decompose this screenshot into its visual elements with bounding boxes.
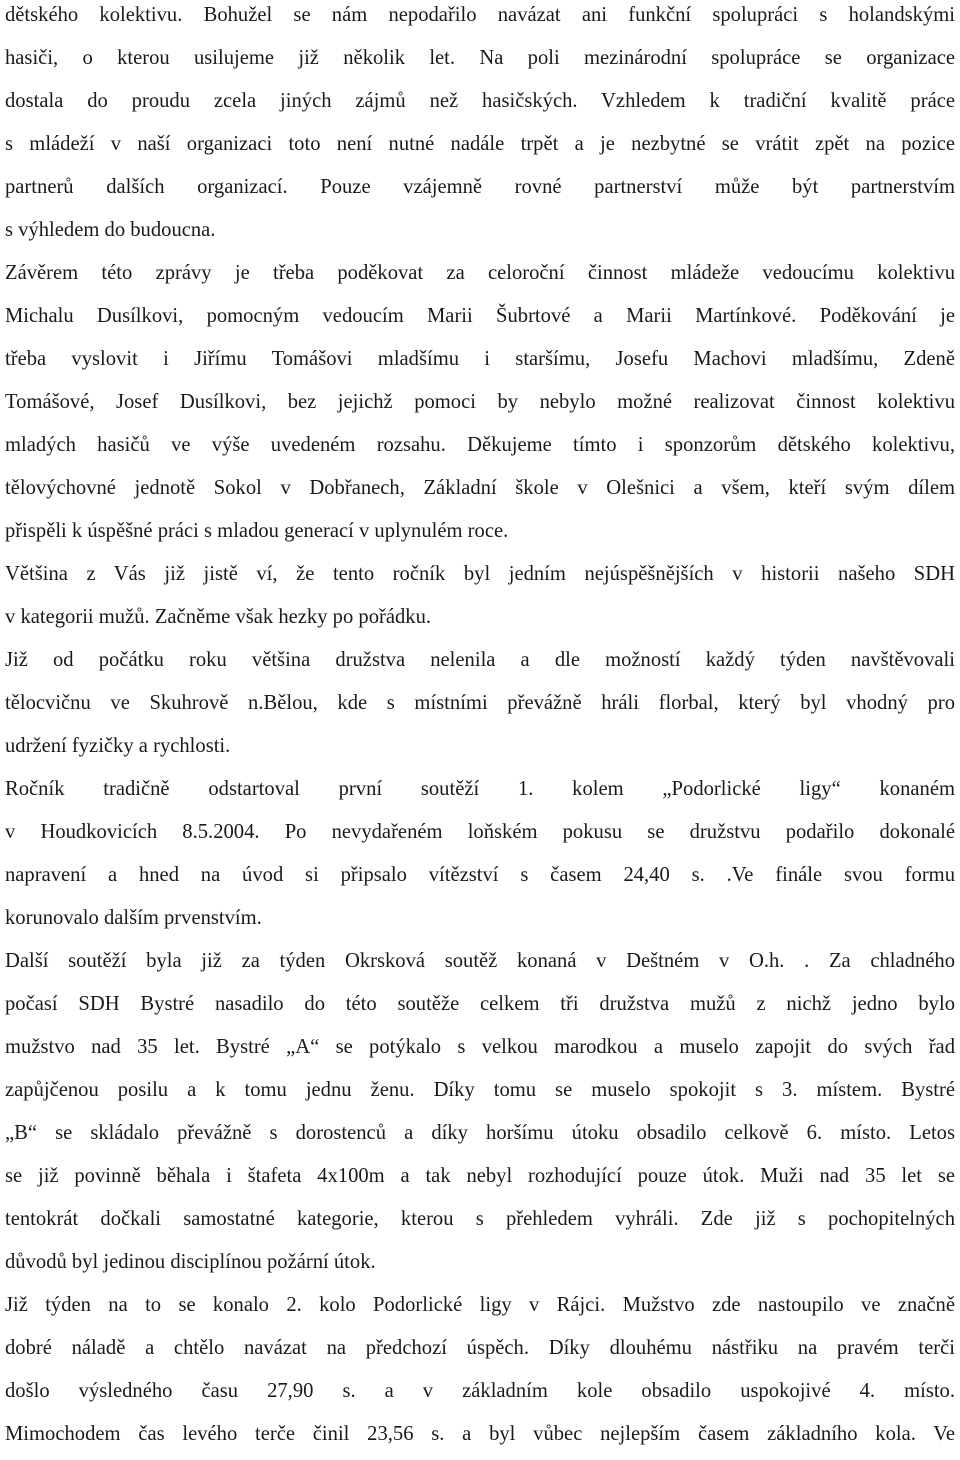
text-line: Michalu Dusílkovi, pomocným vedoucím Marii Šubrtové a Marii Martínkové. Poděkování je — [5, 305, 955, 327]
text-line: Tomášové, Josef Dusílkovi, bez jejichž pomoci by nebylo možné realizovat činnost kolektivu — [5, 391, 955, 413]
text-line: dětského kolektivu. Bohužel se nám nepodařilo navázat ani funkční spolupráci s holandskými — [5, 4, 955, 26]
text-line: korunovalo dalším prvenstvím. — [5, 907, 262, 929]
text-line: Závěrem této zprávy je třeba poděkovat za celoroční činnost mládeže vedoucímu kolektivu — [5, 262, 955, 284]
text-line: třeba vyslovit i Jiřímu Tomášovi mladšímu i staršímu, Josefu Machovi mladšímu, Zdeně — [5, 348, 955, 370]
text-line: Další soutěží byla již za týden Okrsková soutěž konaná v Deštném v O.h. . Za chladného — [5, 950, 955, 972]
text-line: v kategorii mužů. Začněme však hezky po pořádku. — [5, 606, 432, 628]
text-line: mužstvo nad 35 let. Bystré „A“ se potýkalo s velkou marodkou a muselo zapojit do svých řad — [5, 1036, 955, 1058]
text-line: zapůjčenou posilu a k tomu jednu ženu. Díky tomu se muselo spokojit s 3. místem. Bystré — [5, 1079, 955, 1101]
text-line: tentokrát dočkali samostatné kategorie, kterou s přehledem vyhráli. Zde již s pochopitelných — [5, 1208, 955, 1230]
text-line: tělovýchovné jednotě Sokol v Dobřanech, Základní škole v Olešnici a všem, kteří svým dílem — [5, 477, 955, 499]
text-line: s výhledem do budoucna. — [5, 219, 216, 241]
text-line: důvodů byl jedinou disciplínou požární útok. — [5, 1251, 376, 1273]
text-line: udržení fyzičky a rychlosti. — [5, 735, 231, 757]
text-line: tělocvičnu ve Skuhrově n.Bělou, kde s místními převážně hráli florbal, který byl vhodný pro — [5, 692, 955, 714]
text-line: Již týden na to se konalo 2. kolo Podorlické ligy v Rájci. Mužstvo zde nastoupilo ve značně — [5, 1294, 955, 1316]
text-line: došlo výsledného času 27,90 s. a v základním kole obsadilo uspokojivé 4. místo. — [5, 1380, 955, 1402]
text-line: Mimochodem čas levého terče činil 23,56 s. a byl vůbec nejlepším časem základního kola. Ve — [5, 1423, 955, 1445]
text-line: partnerů dalších organizací. Pouze vzájemně rovné partnerství může být partnerstvím — [5, 176, 955, 198]
text-line: se již povinně běhala i štafeta 4x100m a tak nebyl rozhodující pouze útok. Muži nad 35 let se — [5, 1165, 955, 1187]
text-line: s mládeží v naší organizaci toto není nutné nadále trpět a je nezbytné se vrátit zpět na pozice — [5, 133, 955, 155]
text-line: hasiči, o kterou usilujeme již několik let. Na poli mezinárodní spolupráce se organizace — [5, 47, 955, 69]
text-line: v Houdkovicích 8.5.2004. Po nevydařeném loňském pokusu se družstvu podařilo dokonalé — [5, 821, 955, 843]
text-line: „B“ se skládalo převážně s dorostenců a díky horšímu útoku obsadilo celkově 6. místo. Letos — [5, 1122, 955, 1144]
text-line: dostala do proudu zcela jiných zájmů než hasičských. Vzhledem k tradiční kvalitě práce — [5, 90, 955, 112]
text-line: Ročník tradičně odstartoval první soutěží 1. kolem „Podorlické ligy“ konaném — [5, 778, 955, 800]
text-line: napravení a hned na úvod si připsalo vítězství s časem 24,40 s. .Ve finále svou formu — [5, 864, 955, 886]
text-line: dobré náladě a chtělo navázat na předchozí úspěch. Díky dlouhému nástřiku na pravém terči — [5, 1337, 955, 1359]
text-line: mladých hasičů ve výše uvedeném rozsahu. Děkujeme tímto i sponzorům dětského kolektivu, — [5, 434, 955, 456]
text-line: přispěli k úspěšné práci s mladou generací v uplynulém roce. — [5, 520, 509, 542]
text-line: Již od počátku roku většina družstva nelenila a dle možností každý týden navštěvovali — [5, 649, 955, 671]
text-line: počasí SDH Bystré nasadilo do této soutěže celkem tři družstva mužů z nichž jedno bylo — [5, 993, 955, 1015]
text-line: Většina z Vás již jistě ví, že tento ročník byl jedním nejúspěšnějších v historii našeho SDH — [5, 563, 955, 585]
